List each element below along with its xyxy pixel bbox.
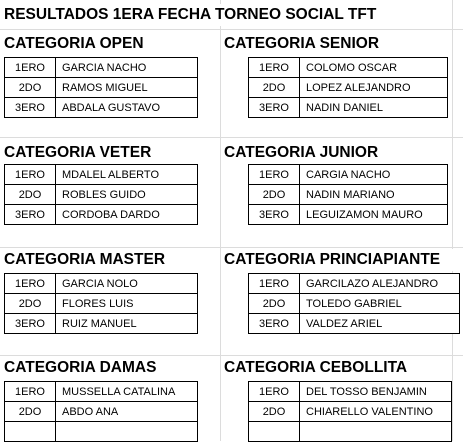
player-name-cell xyxy=(300,422,452,442)
player-name-cell: MDALEL ALBERTO xyxy=(56,165,198,185)
table-row xyxy=(5,402,198,422)
table-row xyxy=(249,402,452,422)
table-row xyxy=(5,185,198,205)
player-name-cell: FLORES LUIS xyxy=(56,294,198,314)
gridline xyxy=(220,0,221,441)
player-name-cell: TOLEDO GABRIEL xyxy=(300,294,460,314)
player-name-cell: COLOMO OSCAR xyxy=(300,58,448,78)
category-title-master: CATEGORIA MASTER xyxy=(4,249,218,271)
position-cell xyxy=(5,422,56,442)
position-cell: 2DO xyxy=(5,294,56,314)
position-cell: 2DO xyxy=(5,402,56,422)
table-row xyxy=(5,98,198,118)
results-table-veter xyxy=(4,164,198,225)
table-row xyxy=(249,382,452,402)
player-name-cell: CHIARELLO VALENTINO xyxy=(300,402,452,422)
category-title-open: CATEGORIA OPEN xyxy=(4,33,218,55)
table-row xyxy=(249,274,460,294)
table-row xyxy=(249,98,448,118)
position-cell: 2DO xyxy=(249,402,300,422)
position-cell: 3ERO xyxy=(5,314,56,334)
position-cell: 3ERO xyxy=(5,205,56,225)
player-name-cell: LOPEZ ALEJANDRO xyxy=(300,78,448,98)
table-row xyxy=(5,422,198,442)
position-cell: 1ERO xyxy=(5,274,56,294)
player-name-cell: NADIN MARIANO xyxy=(300,185,448,205)
position-cell: 3ERO xyxy=(249,205,300,225)
table-row xyxy=(249,314,460,334)
category-title-principiante: CATEGORIA PRINCIAPIANTE xyxy=(224,249,463,271)
table-row xyxy=(5,58,198,78)
position-cell: 2DO xyxy=(249,78,300,98)
player-name-cell: LEGUIZAMON MAURO xyxy=(300,205,448,225)
results-table-open xyxy=(4,57,198,118)
table-row xyxy=(249,422,452,442)
position-cell: 3ERO xyxy=(249,98,300,118)
results-table-master xyxy=(4,273,198,334)
player-name-cell: GARCIA NOLO xyxy=(56,274,198,294)
position-cell: 1ERO xyxy=(249,165,300,185)
results-table-junior xyxy=(248,164,448,225)
results-table-principiante xyxy=(248,273,460,334)
category-title-senior: CATEGORIA SENIOR xyxy=(224,33,452,55)
position-cell: 1ERO xyxy=(249,274,300,294)
gridline xyxy=(0,29,463,30)
table-row xyxy=(249,185,448,205)
player-name-cell: DEL TOSSO BENJAMIN xyxy=(300,382,452,402)
player-name-cell: ROBLES GUIDO xyxy=(56,185,198,205)
gridline xyxy=(0,247,463,248)
results-table-damas xyxy=(4,381,198,442)
table-row xyxy=(249,78,448,98)
player-name-cell xyxy=(56,422,198,442)
table-row xyxy=(5,294,198,314)
position-cell: 2DO xyxy=(249,185,300,205)
position-cell xyxy=(249,422,300,442)
player-name-cell: ABDO ANA xyxy=(56,402,198,422)
table-row xyxy=(249,58,448,78)
player-name-cell: GARCILAZO ALEJANDRO xyxy=(300,274,460,294)
player-name-cell: NADIN DANIEL xyxy=(300,98,448,118)
player-name-cell: RAMOS MIGUEL xyxy=(56,78,198,98)
position-cell: 3ERO xyxy=(5,98,56,118)
position-cell: 1ERO xyxy=(249,58,300,78)
table-row xyxy=(5,78,198,98)
category-title-junior: CATEGORIA JUNIOR xyxy=(224,142,452,164)
table-row xyxy=(5,314,198,334)
player-name-cell: ABDALA GUSTAVO xyxy=(56,98,198,118)
category-title-veter: CATEGORIA VETER xyxy=(4,142,218,164)
player-name-cell: GARCIA NACHO xyxy=(56,58,198,78)
results-table-cebollita xyxy=(248,381,452,442)
category-title-cebollita: CATEGORIA CEBOLLITA xyxy=(224,357,452,379)
position-cell: 1ERO xyxy=(5,58,56,78)
gridline xyxy=(0,137,463,138)
position-cell: 1ERO xyxy=(5,165,56,185)
page-title: RESULTADOS 1ERA FECHA TORNEO SOCIAL TFT xyxy=(4,4,376,26)
position-cell: 2DO xyxy=(249,294,300,314)
player-name-cell: MUSSELLA CATALINA xyxy=(56,382,198,402)
table-row xyxy=(5,274,198,294)
position-cell: 1ERO xyxy=(249,382,300,402)
player-name-cell: RUIZ MANUEL xyxy=(56,314,198,334)
results-table-senior xyxy=(248,57,448,118)
player-name-cell: CORDOBA DARDO xyxy=(56,205,198,225)
gridline xyxy=(452,0,453,441)
table-row xyxy=(249,165,448,185)
category-title-damas: CATEGORIA DAMAS xyxy=(4,357,218,379)
player-name-cell: VALDEZ ARIEL xyxy=(300,314,460,334)
position-cell: 3ERO xyxy=(249,314,300,334)
player-name-cell: CARGIA NACHO xyxy=(300,165,448,185)
table-row xyxy=(5,165,198,185)
table-row xyxy=(249,294,460,314)
table-row xyxy=(249,205,448,225)
gridline xyxy=(0,355,463,356)
position-cell: 1ERO xyxy=(5,382,56,402)
position-cell: 2DO xyxy=(5,185,56,205)
table-row xyxy=(5,205,198,225)
position-cell: 2DO xyxy=(5,78,56,98)
table-row xyxy=(5,382,198,402)
